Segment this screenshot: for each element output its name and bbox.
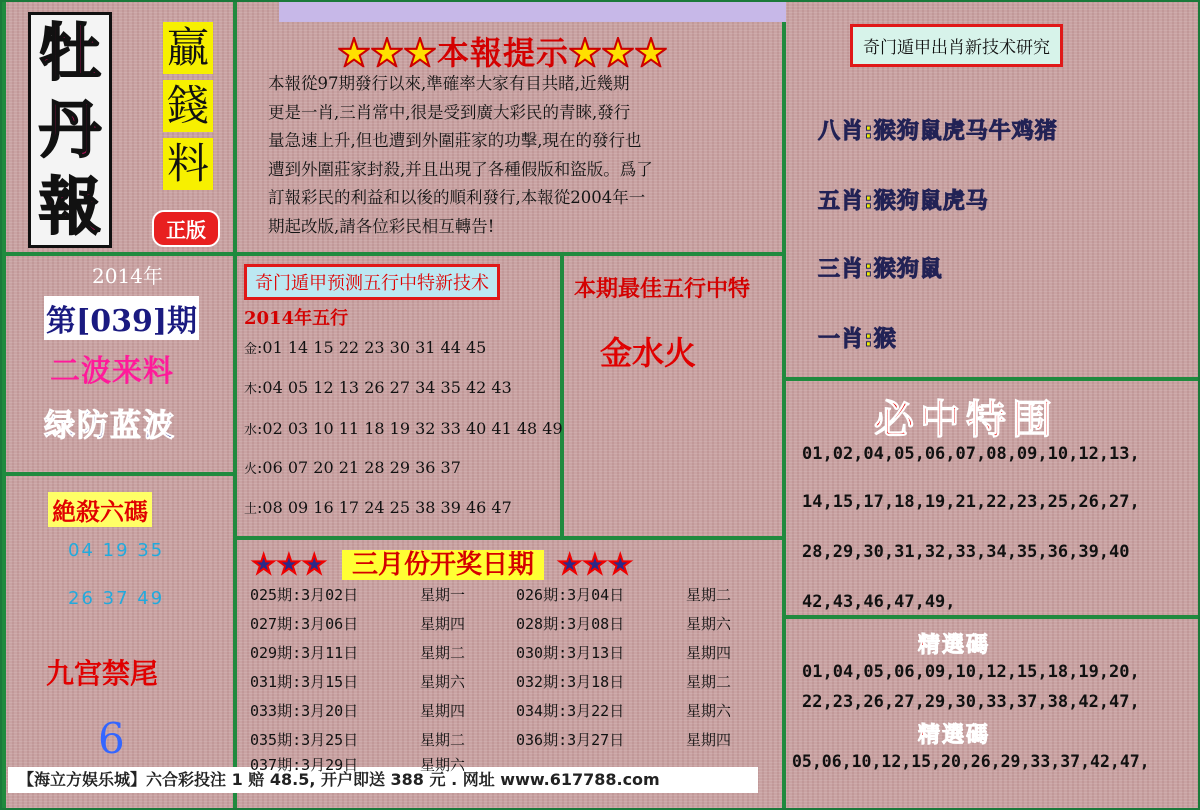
zodiac-pick-3: 三肖:猴狗鼠 — [818, 257, 943, 282]
five-element-row — [244, 419, 563, 438]
draw-weekday: 星期二 — [420, 644, 466, 662]
zodiac-pick-8: 八肖:猴狗鼠虎马牛鸡猪 — [818, 119, 1058, 144]
star-icon: ★★★ — [252, 550, 328, 580]
picks-title: 精選碼 — [918, 723, 991, 748]
five-element-row — [244, 378, 512, 397]
picks-title: 精選碼 — [918, 633, 991, 658]
notice-title — [338, 28, 668, 74]
draw-date: 027期:3月06日 — [250, 615, 359, 633]
slogan-char: 料 — [163, 138, 213, 190]
draw-date: 035期:3月25日 — [250, 731, 359, 749]
draw-date: 029期:3月11日 — [250, 644, 359, 662]
draw-date: 033期:3月20日 — [250, 702, 359, 720]
divider — [2, 252, 785, 256]
wave-tip: 二波来料 — [50, 354, 174, 389]
six-codes-title: 絶殺六碼 — [48, 492, 152, 527]
divider — [784, 615, 1200, 619]
star-icon: ★★★ — [338, 34, 438, 72]
special-line: 14,15,17,18,19,21,22,23,25,26,27, — [802, 492, 1140, 512]
element-label: 土 — [244, 502, 258, 517]
picks-line: 22,23,26,27,29,30,33,37,38,42,47, — [802, 692, 1140, 712]
draw-weekday: 星期四 — [686, 644, 732, 662]
draw-dates-title — [252, 544, 634, 581]
draw-weekday: 星期四 — [420, 615, 466, 633]
picks-line: 05,06,10,12,15,20,26,29,33,37,42,47, — [792, 752, 1150, 771]
notice-line: 訂報彩民的利益和以後的順利發行,本報從2004年一 — [268, 188, 646, 207]
genuine-badge: 正版 — [152, 210, 220, 247]
five-element-row — [244, 458, 461, 477]
draw-date: 037期:3月29日 — [250, 756, 359, 774]
divider — [782, 2, 786, 810]
nine-palace-title: 九宫禁尾 — [46, 657, 159, 690]
notice-line: 期起改版,請各位彩民相互轉告! — [268, 216, 495, 236]
picks-line: 01,04,05,06,09,10,12,15,18,19,20, — [802, 662, 1140, 682]
ad-bar[interactable]: 【海立方娱乐城】六合彩投注 1 赔 48.5, 开户即送 388 元 . 网址 www.617788.com — [8, 767, 758, 793]
slogan — [160, 22, 216, 196]
nine-palace-value: 6 — [98, 714, 125, 763]
special-line: 42,43,46,47,49, — [802, 592, 956, 612]
star-icon: ★★★ — [569, 34, 669, 72]
divider — [233, 2, 237, 810]
draw-date: 028期:3月08日 — [516, 615, 625, 633]
notice-line: 遭到外圍莊家封殺,并且出現了各種假版和盜版。爲了 — [268, 159, 653, 179]
divider — [784, 377, 1200, 381]
draw-weekday: 星期二 — [686, 586, 732, 604]
draw-weekday: 星期六 — [420, 673, 466, 691]
guard-tip: 绿防蓝波 — [44, 408, 176, 444]
research-title: 奇门遁甲出肖新技术研究 — [850, 24, 1063, 67]
element-numbers: :04 05 12 13 26 27 34 35 42 43 — [257, 378, 512, 397]
notice-title-text: 本報提示 — [437, 34, 570, 72]
six-codes-line: 04 19 35 — [68, 540, 165, 561]
notice-line: 量急速上升,但也遭到外圍莊家的功擊,現在的發行也 — [268, 131, 642, 150]
divider — [2, 2, 6, 810]
star-icon: ★★★ — [557, 550, 634, 580]
element-label: 木 — [244, 382, 258, 397]
divider — [235, 536, 785, 540]
draw-date: 030期:3月13日 — [516, 644, 625, 662]
divider — [2, 472, 235, 476]
best-elements-value: 金水火 — [600, 334, 697, 372]
draw-date: 025期:3月02日 — [250, 586, 359, 604]
issue-period: 第[039]期 — [44, 296, 199, 340]
draw-weekday: 星期四 — [420, 702, 466, 720]
notice-line: 本報從97期發行以來,準確率大家有目共睹,近幾期 — [268, 74, 630, 93]
draw-weekday: 星期六 — [420, 756, 466, 774]
five-elements-year: 2014年五行 — [244, 308, 349, 329]
zodiac-pick-1: 一肖:猴 — [818, 327, 897, 352]
draw-weekday: 星期六 — [686, 615, 732, 633]
draw-date: 026期:3月04日 — [516, 586, 625, 604]
masthead-logo — [28, 12, 112, 248]
slogan-char: 錢 — [163, 80, 213, 132]
five-element-row — [244, 498, 512, 517]
element-label: 火 — [244, 462, 258, 477]
six-codes-line: 26 37 49 — [68, 588, 165, 609]
zodiac-pick-5: 五肖:猴狗鼠虎马 — [818, 189, 989, 214]
draw-weekday: 星期二 — [686, 673, 732, 691]
special-line: 01,02,04,05,06,07,08,09,10,12,13, — [802, 444, 1140, 464]
masthead-char: 牡 — [38, 16, 101, 90]
five-elements-title: 奇门遁甲预测五行中特新技术 — [244, 264, 500, 300]
five-element-row — [244, 338, 486, 357]
element-numbers: :02 03 10 11 18 19 32 33 40 41 48 49 — [257, 419, 563, 438]
draw-date: 031期:3月15日 — [250, 673, 359, 691]
draw-weekday: 星期四 — [686, 731, 732, 749]
draw-weekday: 星期二 — [420, 731, 466, 749]
element-label: 金 — [244, 342, 258, 357]
special-line: 28,29,30,31,32,33,34,35,36,39,40 — [802, 542, 1130, 562]
draw-date: 032期:3月18日 — [516, 673, 625, 691]
element-numbers: :06 07 20 21 28 29 36 37 — [257, 458, 461, 477]
divider — [560, 254, 564, 538]
draw-date: 036期:3月27日 — [516, 731, 625, 749]
draw-weekday: 星期一 — [420, 586, 466, 604]
draw-weekday: 星期六 — [686, 702, 732, 720]
masthead-char: 丹 — [38, 92, 101, 166]
top-banner — [279, 2, 786, 22]
element-numbers: :08 09 16 17 24 25 38 39 46 47 — [257, 498, 512, 517]
issue-year: 2014年 — [92, 264, 163, 288]
notice-body — [268, 70, 778, 241]
element-label: 水 — [244, 423, 258, 438]
element-numbers: :01 14 15 22 23 30 31 44 45 — [257, 338, 487, 357]
masthead-char: 報 — [38, 169, 101, 243]
special-title: 必中特围 — [874, 397, 1058, 443]
draw-date: 034期:3月22日 — [516, 702, 625, 720]
slogan-char: 贏 — [163, 22, 213, 74]
notice-line: 更是一肖,三肖常中,很是受到廣大彩民的青睞,發行 — [268, 102, 631, 122]
draw-dates-title-text: 三月份开奖日期 — [342, 550, 544, 580]
best-elements-title: 本期最佳五行中特 — [574, 276, 751, 302]
